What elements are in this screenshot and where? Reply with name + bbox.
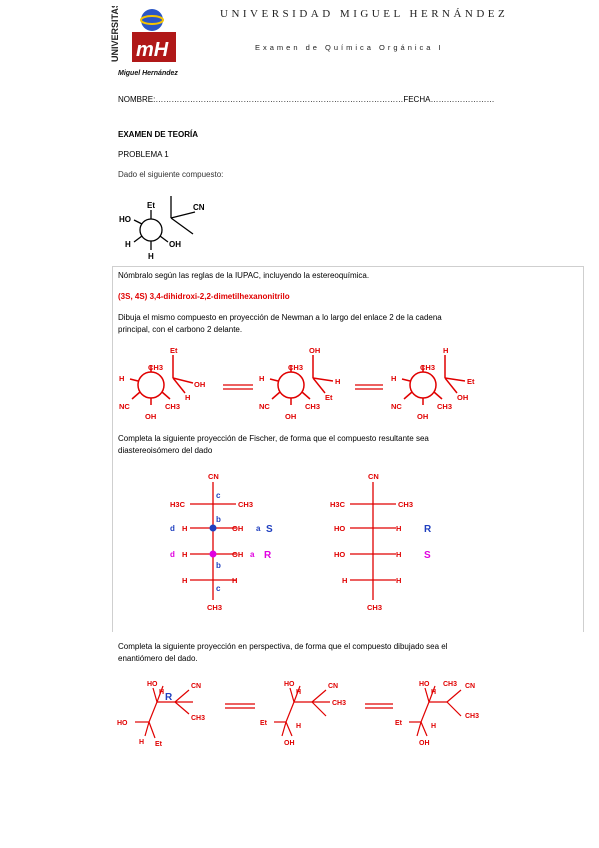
perspective-2: [260, 681, 346, 747]
n2-et: Et: [325, 393, 333, 402]
given-label-et: Et: [147, 201, 155, 210]
newman-answers: [115, 343, 505, 423]
n1-ch3-top: CH3: [148, 363, 164, 372]
n2-ch3-top: CH3: [288, 363, 304, 372]
fr-label-r: R: [424, 524, 432, 535]
n1-oh: OH: [194, 380, 206, 389]
given-newman-projection: [115, 190, 215, 262]
p1-h2: H: [139, 739, 145, 746]
newman-1: [119, 346, 205, 421]
logo-signature: Miguel Hernández: [118, 70, 178, 77]
n3-oh2: OH: [417, 412, 429, 421]
p3-ch3-top: CH3: [443, 681, 458, 688]
fr-r4-right: H: [396, 576, 402, 585]
newman-3: [391, 346, 475, 421]
fr-r3-right: H: [396, 550, 402, 559]
p1-r: R: [165, 692, 173, 703]
frame-left: [112, 266, 113, 632]
given-label-ho: HO: [119, 215, 131, 224]
q2-prompt-line1: Dibuja el mismo compuesto en proyección de Newman a lo largo del enlace 2 de la cadena: [118, 313, 442, 322]
given-label-cn: CN: [193, 203, 205, 212]
n1-h2: H: [185, 393, 191, 402]
q3-prompt-line1: Completa la siguiente proyección de Fischer, de forma que el compuesto resultante sea: [118, 434, 429, 443]
problem-number: PROBLEMA 1: [118, 150, 169, 159]
p2-ch3: CH3: [332, 700, 347, 707]
fr-r2-right: H: [396, 524, 402, 533]
q4-prompt-line2: enantiómero del dado.: [118, 654, 198, 663]
p2-ho: HO: [284, 681, 295, 688]
fl-label-b1: b: [216, 515, 221, 524]
exam-heading: EXAMEN DE TEORÍA: [118, 130, 199, 139]
fr-label-s: S: [424, 550, 431, 561]
n3-ch3: CH3: [437, 402, 453, 411]
fl-r4-right: H: [232, 576, 238, 585]
exam-title: Examen de Química Orgánica I: [255, 43, 444, 52]
fl-label-b2: b: [216, 561, 221, 570]
p3-h2: H: [431, 723, 437, 730]
fl-label-c2: c: [216, 584, 221, 593]
perspective-1: [117, 681, 205, 748]
p3-cn: CN: [465, 683, 476, 690]
fl-label-s: S: [266, 524, 273, 535]
n3-h2: H: [391, 374, 397, 383]
fl-label-a2: a: [250, 550, 255, 559]
fl-label-d1: d: [170, 524, 175, 533]
fr-r2-left: HO: [334, 524, 346, 533]
fl-label-d2: d: [170, 550, 175, 559]
q3-prompt-line2: diastereoisómero del dado: [118, 446, 213, 455]
name-date-field: NOMBRE:…………………………………………………………………………………FECHA……………………: [118, 95, 495, 104]
p1-et: Et: [155, 741, 162, 748]
perspective-answers: [115, 672, 495, 757]
fr-r4-left: H: [342, 576, 348, 585]
n2-nc: NC: [259, 402, 270, 411]
fl-r1-right: CH3: [238, 500, 254, 509]
n3-h: H: [443, 346, 449, 355]
fr-r1-left: H3C: [330, 500, 346, 509]
p1-h: H: [159, 689, 165, 696]
fischer-left: [160, 470, 290, 620]
fl-label-c1: c: [216, 491, 221, 500]
fl-r2-left: H: [182, 524, 188, 533]
n1-h: H: [119, 374, 125, 383]
fl-label-a1: a: [256, 524, 261, 533]
n2-oh: OH: [309, 346, 321, 355]
n1-oh2: OH: [145, 412, 157, 421]
logo-letters: mH: [136, 39, 169, 61]
fr-r1-right: CH3: [398, 500, 414, 509]
n3-ch3-top: CH3: [420, 363, 436, 372]
given-label-oh: OH: [169, 240, 181, 249]
fr-r3-left: HO: [334, 550, 346, 559]
p1-ho2: HO: [117, 720, 128, 727]
frame-right: [583, 266, 584, 632]
fl-r3-left: H: [182, 550, 188, 559]
n3-et: Et: [467, 377, 475, 386]
p3-oh: OH: [419, 740, 430, 747]
q1-answer: (3S, 4S) 3,4-dihidroxi-2,2-dimetilhexanonitrilo: [118, 292, 290, 301]
fl-bottom: CH3: [207, 603, 223, 612]
p2-cn: CN: [328, 683, 339, 690]
p2-oh: OH: [284, 740, 295, 747]
p1-cn: CN: [191, 683, 202, 690]
p2-h: H: [296, 689, 302, 696]
n2-h2: H: [335, 377, 341, 386]
fl-r3-right: OH: [232, 550, 244, 559]
given-label-h2: H: [148, 252, 154, 261]
q2-prompt-line2: principal, con el carbono 2 delante.: [118, 325, 243, 334]
p1-ho: HO: [147, 681, 158, 688]
p3-ch3: CH3: [465, 713, 480, 720]
p3-h: H: [431, 689, 437, 696]
n1-ch3: CH3: [165, 402, 181, 411]
q1-prompt: Nómbralo según las reglas de la IUPAC, incluyendo la estereoquímica.: [118, 271, 370, 280]
fischer-right: [328, 470, 448, 620]
university-logo: [108, 6, 188, 78]
n3-oh: OH: [457, 393, 469, 402]
newman-2: [259, 346, 340, 421]
fl-r4-left: H: [182, 576, 188, 585]
frame-top: [112, 266, 584, 267]
given-label-h: H: [125, 240, 131, 249]
n2-h: H: [259, 374, 265, 383]
q4-prompt-line1: Completa la siguiente proyección en perspectiva, de forma que el compuesto dibujado sea el: [118, 642, 448, 651]
logo-vertical-text: UNIVERSITAS: [110, 6, 120, 62]
n1-nc: NC: [119, 402, 130, 411]
n2-ch3: CH3: [305, 402, 321, 411]
p3-ho: HO: [419, 681, 430, 688]
fr-bottom: CH3: [367, 603, 383, 612]
p3-et: Et: [395, 720, 402, 727]
n1-et: Et: [170, 346, 178, 355]
n2-oh2: OH: [285, 412, 297, 421]
p2-h2: H: [296, 723, 302, 730]
problem-intro: Dado el siguiente compuesto:: [118, 170, 224, 179]
fl-r2-right: OH: [232, 524, 244, 533]
fl-r1-left: H3C: [170, 500, 186, 509]
perspective-3: [395, 681, 479, 747]
n3-nc: NC: [391, 402, 402, 411]
fl-top: CN: [208, 472, 219, 481]
p2-et: Et: [260, 720, 267, 727]
fl-label-r: R: [264, 550, 272, 561]
university-name: UNIVERSIDAD MIGUEL HERNÁNDEZ: [220, 8, 509, 20]
fr-top: CN: [368, 472, 379, 481]
p1-ch3: CH3: [191, 715, 206, 722]
